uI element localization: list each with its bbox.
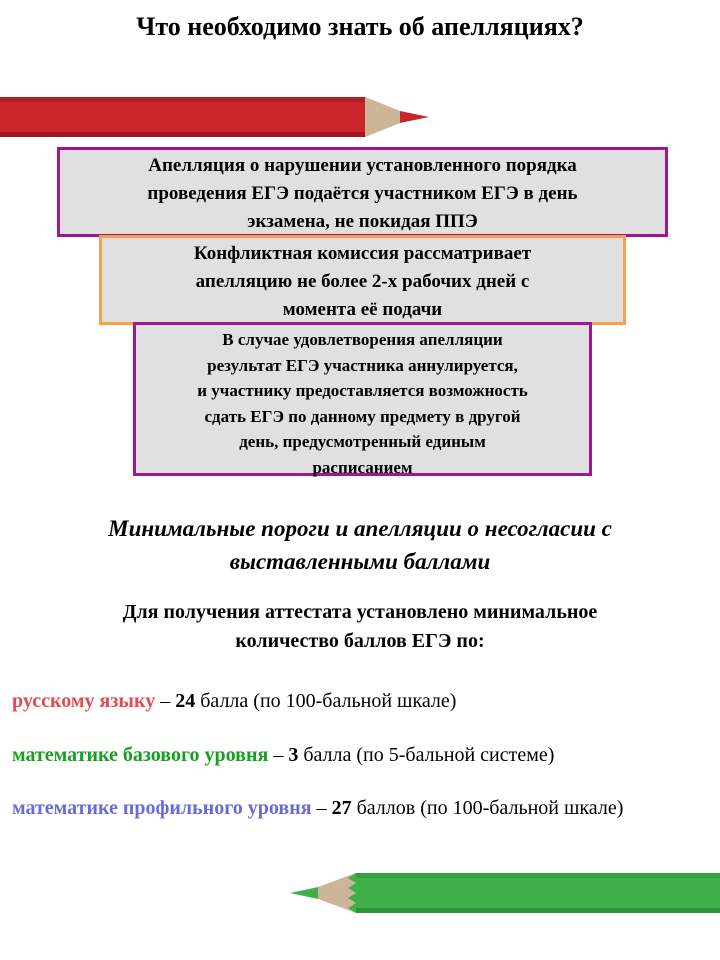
box-line: экзамена, не покидая ППЭ bbox=[247, 211, 478, 232]
commission-review-box bbox=[99, 235, 626, 325]
box-line: момента её подачи bbox=[282, 299, 443, 320]
box-line: результат ЕГЭ участника аннулируется, bbox=[207, 355, 518, 375]
intro-line: количество баллов ЕГЭ по: bbox=[235, 630, 485, 652]
subject-russian: русскому языку bbox=[12, 690, 161, 712]
green-pencil-icon bbox=[288, 872, 720, 914]
box-line: Конфликтная комиссия рассматривает bbox=[193, 243, 532, 264]
box-line: и участнику предоставляется возможность bbox=[197, 381, 528, 400]
intro-line: Для получения аттестата установлено минимальное bbox=[122, 601, 598, 623]
appeal-procedure-box bbox=[57, 147, 668, 237]
requirement-math-base bbox=[12, 741, 710, 770]
box-line: день, предусмотренный единым bbox=[239, 432, 486, 451]
box-line: Апелляция о нарушении установленного порядка bbox=[148, 155, 577, 176]
dash: – bbox=[160, 690, 176, 712]
score-number: 27 bbox=[331, 797, 352, 819]
box-line: апелляцию не более 2-х рабочих дней с bbox=[195, 271, 530, 292]
dash: – bbox=[268, 744, 289, 766]
red-pencil-icon bbox=[0, 95, 432, 141]
box-line: В случае удовлетворения апелляции bbox=[222, 330, 503, 349]
box-line: сдать ЕГЭ по данному предмету в другой bbox=[204, 406, 521, 426]
section-subtitle bbox=[0, 512, 720, 578]
box-line: расписанием bbox=[312, 457, 413, 477]
intro-text bbox=[0, 598, 720, 656]
appeal-result-box bbox=[133, 322, 592, 476]
page-title: Что необходимо знать об апелляциях? bbox=[136, 12, 584, 41]
score-description: балла (по 100-бальной шкале) bbox=[195, 690, 457, 712]
requirement-russian bbox=[12, 687, 710, 716]
requirement-math-profile bbox=[12, 794, 710, 823]
score-number: 3 bbox=[288, 744, 299, 766]
subject-math-profile: математике профильного уровня bbox=[12, 797, 312, 819]
score-description: баллов (по 100-бальной шкале) bbox=[351, 797, 624, 819]
dash: – bbox=[311, 797, 332, 819]
subtitle-line: выставленными баллами bbox=[229, 549, 491, 574]
score-description: балла (по 5-бальной системе) bbox=[298, 744, 555, 766]
subject-math-base: математике базового уровня bbox=[12, 744, 269, 766]
score-number: 24 bbox=[175, 690, 196, 712]
subtitle-line: Минимальные пороги и апелляции о несогласии с bbox=[108, 516, 612, 541]
box-line: проведения ЕГЭ подаётся участником ЕГЭ в день bbox=[147, 183, 578, 204]
